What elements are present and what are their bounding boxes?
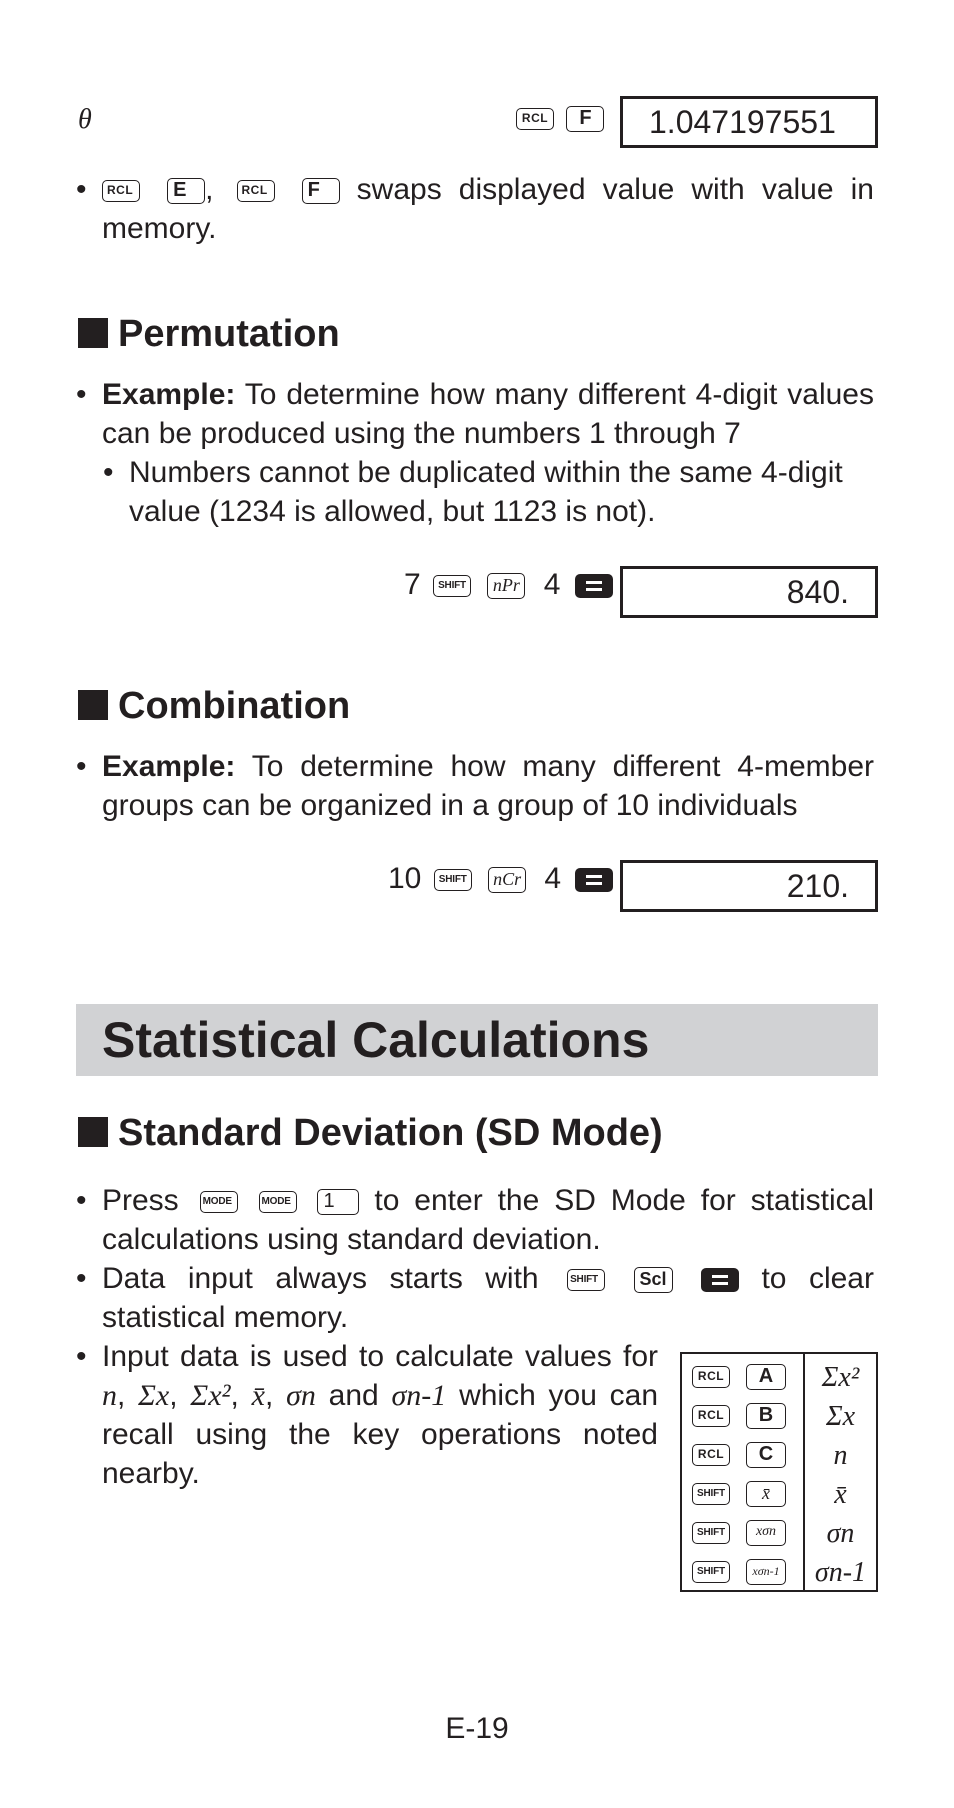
equals-key xyxy=(701,1268,739,1292)
page-number: E-19 xyxy=(445,1712,509,1745)
memory-key-6: xσn-1 xyxy=(746,1559,786,1585)
rcl-key: RCL xyxy=(516,108,554,130)
table-row xyxy=(682,1516,876,1552)
swap-note-text: swaps displayed value with value in memory. xyxy=(102,173,874,245)
input-4: 4 xyxy=(544,862,562,895)
e-key: E xyxy=(167,178,205,204)
scl-key: Scl xyxy=(634,1267,673,1293)
permutation-sub-bullet: • Numbers cannot be duplicated within the same 4-digit value (1234 is allowed, but 1123 is not). xyxy=(129,453,874,531)
rcl-key: RCL xyxy=(692,1366,730,1388)
table-row xyxy=(682,1555,876,1591)
memory-value-5: σn xyxy=(826,1518,855,1549)
display-combination: 210. xyxy=(620,860,878,912)
rcl-key: RCL xyxy=(237,180,275,202)
memory-value-6: σn-1 xyxy=(814,1557,867,1588)
memory-key-5: xσn xyxy=(746,1520,786,1546)
example-text: To determine how many different 4-member groups can be organized in a group of 10 individuals xyxy=(102,750,874,822)
memory-key-3: C xyxy=(746,1442,786,1468)
shift-key: SHIFT xyxy=(692,1522,730,1544)
equals-key xyxy=(575,574,613,598)
rcl-key: RCL xyxy=(692,1405,730,1427)
banner-title: Statistical Calculations xyxy=(102,1012,650,1068)
rcl-key: RCL xyxy=(102,180,140,202)
square-bullet-icon xyxy=(78,1117,108,1147)
mode-key: MODE xyxy=(200,1191,238,1213)
example-label: Example: xyxy=(102,378,236,411)
shift-key: SHIFT xyxy=(433,575,471,597)
input-7: 7 xyxy=(404,568,421,601)
table-row xyxy=(682,1438,876,1474)
sd-bullet-3: • Input data is used to calculate values for n, Σx, Σx², x̄, σn and σn-1 which you can recall using the key operations noted nearby. xyxy=(102,1337,658,1493)
permutation-heading: Permutation xyxy=(78,312,340,356)
npr-key: nPr xyxy=(487,573,525,599)
f-key: F xyxy=(566,106,604,132)
shift-key: SHIFT xyxy=(434,869,472,891)
mode-key: MODE xyxy=(259,1191,297,1213)
display-theta: 1.047197551 xyxy=(620,96,878,148)
memory-key-4: x̄ xyxy=(746,1481,786,1507)
shift-key: SHIFT xyxy=(692,1561,730,1583)
combination-key-sequence xyxy=(388,862,613,896)
one-key: 1 xyxy=(317,1189,359,1215)
memory-value-4: x̄ xyxy=(834,1479,847,1510)
f-key: F xyxy=(302,178,340,204)
input-4: 4 xyxy=(543,568,561,601)
table-row xyxy=(682,1477,876,1513)
memory-key-1: A xyxy=(746,1364,786,1390)
memory-swap-note: • RCL E , RCL F swaps displayed value with value in memory. xyxy=(102,170,874,248)
equals-key xyxy=(575,868,613,892)
sd-bullet-2: • Data input always starts with SHIFT Scl to clear statistical memory. xyxy=(102,1259,874,1337)
theta-symbol: θ xyxy=(78,104,92,135)
permutation-key-sequence xyxy=(404,568,613,602)
memory-key-sequence xyxy=(516,106,604,132)
memory-value-3: n xyxy=(833,1440,848,1471)
sd-bullet-1: • Press MODE MODE 1 to enter the SD Mode for statistical calculations using standard deviation. xyxy=(102,1181,874,1259)
stat-memory-table xyxy=(680,1352,878,1592)
rcl-key: RCL xyxy=(692,1444,730,1466)
section-banner xyxy=(76,1004,878,1076)
example-text: To determine how many different 4-digit values can be produced using the numbers 1 through 7 xyxy=(102,378,874,450)
display-permutation: 840. xyxy=(620,566,878,618)
square-bullet-icon xyxy=(78,690,108,720)
permutation-example xyxy=(102,375,874,453)
combination-example xyxy=(102,747,874,825)
example-label: Example: xyxy=(102,750,236,783)
table-row xyxy=(682,1399,876,1435)
ncr-key: nCr xyxy=(488,867,526,893)
square-bullet-icon xyxy=(78,318,108,348)
memory-key-2: B xyxy=(746,1403,786,1429)
sd-mode-heading: Standard Deviation (SD Mode) xyxy=(78,1111,663,1155)
memory-value-2: Σx xyxy=(825,1401,856,1432)
combination-heading: Combination xyxy=(78,684,350,728)
shift-key: SHIFT xyxy=(692,1483,730,1505)
input-10: 10 xyxy=(388,862,422,895)
shift-key: SHIFT xyxy=(567,1269,605,1291)
table-row xyxy=(682,1360,876,1396)
memory-value-1: Σx² xyxy=(821,1362,860,1393)
